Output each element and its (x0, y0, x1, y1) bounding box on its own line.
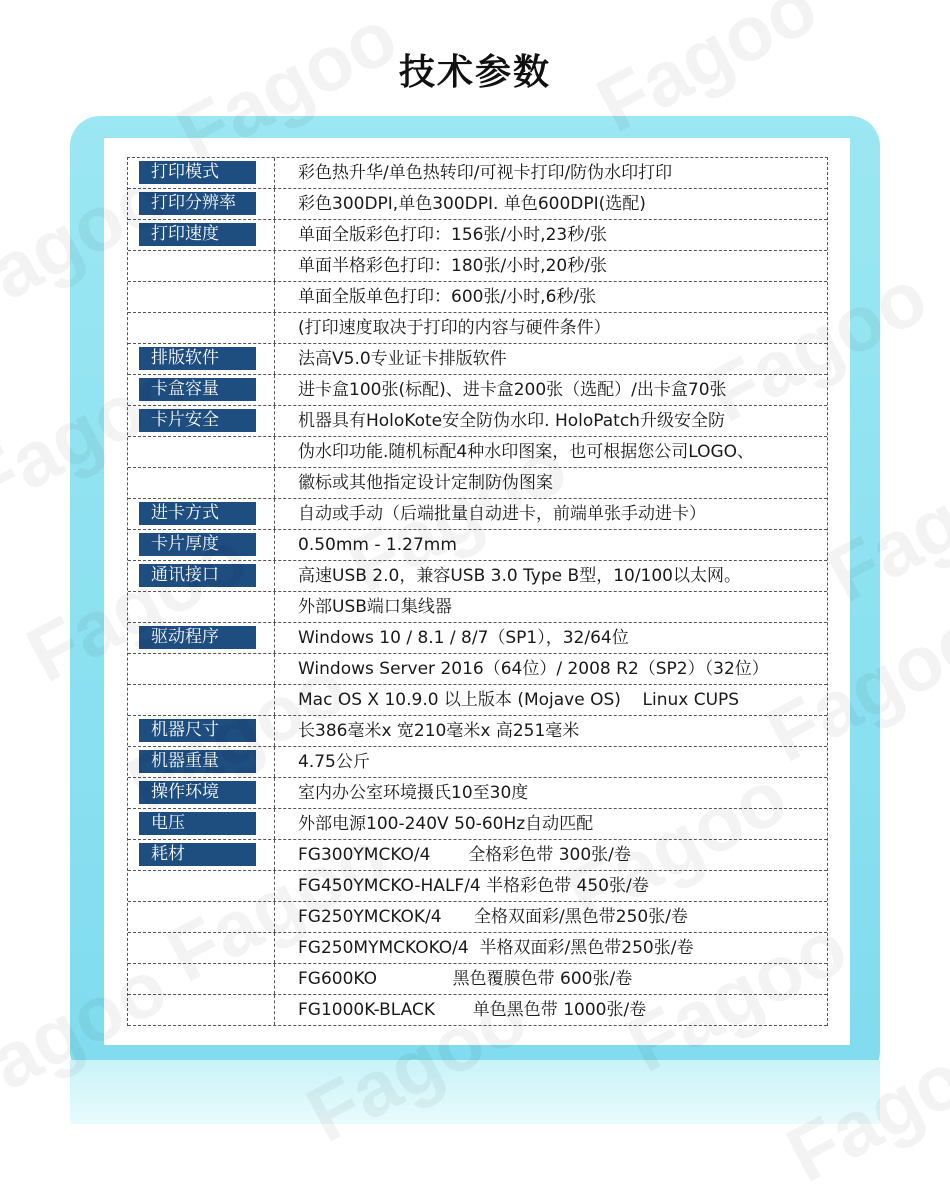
spec-label-cell (128, 964, 275, 994)
spec-row (128, 499, 827, 530)
spec-label-cell (128, 778, 275, 808)
spec-value: 伪水印功能.随机标配4种水印图案，也可根据您公司LOGO、 (298, 442, 755, 462)
spec-row (128, 871, 827, 902)
spec-row (128, 623, 827, 654)
spec-value: 高速USB 2.0，兼容USB 3.0 Type B型，10/100以太网。 (298, 566, 741, 586)
spec-label-cell (128, 840, 275, 870)
spec-label-cell (128, 592, 275, 622)
spec-label: 通讯接口 (139, 564, 256, 587)
spec-value: 进卡盒100张(标配)、进卡盒200张（选配）/出卡盒70张 (298, 380, 727, 400)
spec-label-cell (128, 747, 275, 777)
spec-row (128, 561, 827, 592)
page-title: 技术参数 (398, 52, 551, 93)
spec-row (128, 747, 827, 778)
spec-label-cell (128, 468, 275, 498)
spec-row (128, 406, 827, 437)
spec-value: 自动或手动（后端批量自动进卡，前端单张手动进卡） (298, 504, 706, 524)
spec-row (128, 220, 827, 251)
spec-value: FG1000K-BLACK 单色黑色带 1000张/卷 (298, 1000, 647, 1020)
spec-row (128, 964, 827, 995)
spec-value: Mac OS X 10.9.0 以上版本 (Mojave OS) Linux CUPS (298, 690, 740, 710)
spec-row (128, 344, 827, 375)
spec-value: FG600KO 黑色覆膜色带 600张/卷 (298, 969, 633, 989)
spec-label-cell (128, 561, 275, 591)
spec-row (128, 282, 827, 313)
spec-row (128, 468, 827, 499)
spec-row (128, 530, 827, 561)
spec-table (127, 157, 828, 1026)
spec-label: 卡盒容量 (139, 378, 256, 401)
spec-row (128, 809, 827, 840)
spec-label-cell (128, 189, 275, 219)
spec-label-cell (128, 654, 275, 684)
spec-row (128, 902, 827, 933)
spec-value: 机器具有HoloKote安全防伪水印. HoloPatch升级安全防 (298, 411, 725, 431)
spec-label-cell (128, 344, 275, 374)
spec-label: 排版软件 (139, 347, 256, 370)
spec-row (128, 251, 827, 282)
spec-row (128, 592, 827, 623)
spec-row (128, 840, 827, 871)
spec-value: 长386毫米x 宽210毫米x 高251毫米 (298, 721, 580, 741)
spec-label: 耗材 (139, 843, 256, 866)
spec-row (128, 778, 827, 809)
spec-label-cell (128, 220, 275, 250)
background-panel-bottom (70, 1060, 880, 1124)
spec-value: 单面半格彩色打印：180张/小时,20秒/张 (298, 256, 607, 276)
spec-label: 打印速度 (139, 223, 256, 246)
spec-label-cell (128, 716, 275, 746)
spec-row (128, 313, 827, 344)
spec-row (128, 685, 827, 716)
spec-label-cell (128, 530, 275, 560)
spec-label-cell (128, 313, 275, 343)
spec-row (128, 654, 827, 685)
spec-label-cell (128, 251, 275, 281)
spec-label: 打印模式 (139, 161, 256, 184)
spec-label: 机器重量 (139, 750, 256, 773)
spec-row (128, 375, 827, 406)
spec-value: 单面全版单色打印：600张/小时,6秒/张 (298, 287, 597, 307)
spec-label-cell (128, 158, 275, 188)
spec-value: FG300YMCKO/4 全格彩色带 300张/卷 (298, 845, 631, 865)
spec-value: (打印速度取决于打印的内容与硬件条件） (298, 318, 611, 338)
spec-value: FG250YMCKOK/4 全格双面彩/黑色带250张/卷 (298, 907, 688, 927)
spec-value: FG250MYMCKOKO/4 半格双面彩/黑色带250张/卷 (298, 938, 694, 958)
spec-value: 0.50mm - 1.27mm (298, 535, 457, 555)
spec-value: Windows Server 2016（64位）/ 2008 R2（SP2）（32位） (298, 659, 769, 679)
spec-row (128, 158, 827, 189)
spec-value: 4.75公斤 (298, 752, 370, 772)
spec-label: 卡片安全 (139, 409, 256, 432)
spec-value: 室内办公室环境摄氏10至30度 (298, 783, 529, 803)
spec-value: 外部USB端口集线器 (298, 597, 452, 617)
spec-label: 机器尺寸 (139, 719, 256, 742)
spec-value: FG450YMCKO-HALF/4 半格彩色带 450张/卷 (298, 876, 649, 896)
spec-label: 操作环境 (139, 781, 256, 804)
spec-label-cell (128, 809, 275, 839)
spec-value: 单面全版彩色打印：156张/小时,23秒/张 (298, 225, 607, 245)
spec-value: 彩色热升华/单色热转印/可视卡打印/防伪水印打印 (298, 163, 673, 183)
spec-label-cell (128, 933, 275, 963)
spec-label: 进卡方式 (139, 502, 256, 525)
spec-label: 驱动程序 (139, 626, 256, 649)
spec-value: 外部电源100-240V 50-60Hz自动匹配 (298, 814, 594, 834)
spec-value: 徽标或其他指定设计定制防伪图案 (298, 473, 553, 493)
spec-row (128, 437, 827, 468)
spec-row (128, 716, 827, 747)
spec-row (128, 995, 827, 1026)
spec-label-cell (128, 902, 275, 932)
spec-label: 电压 (139, 812, 256, 835)
spec-label-cell (128, 375, 275, 405)
spec-label-cell (128, 282, 275, 312)
spec-label: 打印分辨率 (139, 192, 256, 215)
spec-label: 卡片厚度 (139, 533, 256, 556)
spec-label-cell (128, 623, 275, 653)
spec-label-cell (128, 499, 275, 529)
spec-value: Windows 10 / 8.1 / 8/7（SP1），32/64位 (298, 628, 629, 648)
spec-row (128, 189, 827, 220)
spec-label-cell (128, 437, 275, 467)
spec-label-cell (128, 685, 275, 715)
spec-label-cell (128, 406, 275, 436)
spec-row (128, 933, 827, 964)
spec-value: 彩色300DPI,单色300DPI. 单色600DPI(选配) (298, 194, 646, 214)
spec-value: 法高V5.0专业证卡排版软件 (298, 349, 507, 369)
spec-label-cell (128, 995, 275, 1025)
spec-label-cell (128, 871, 275, 901)
